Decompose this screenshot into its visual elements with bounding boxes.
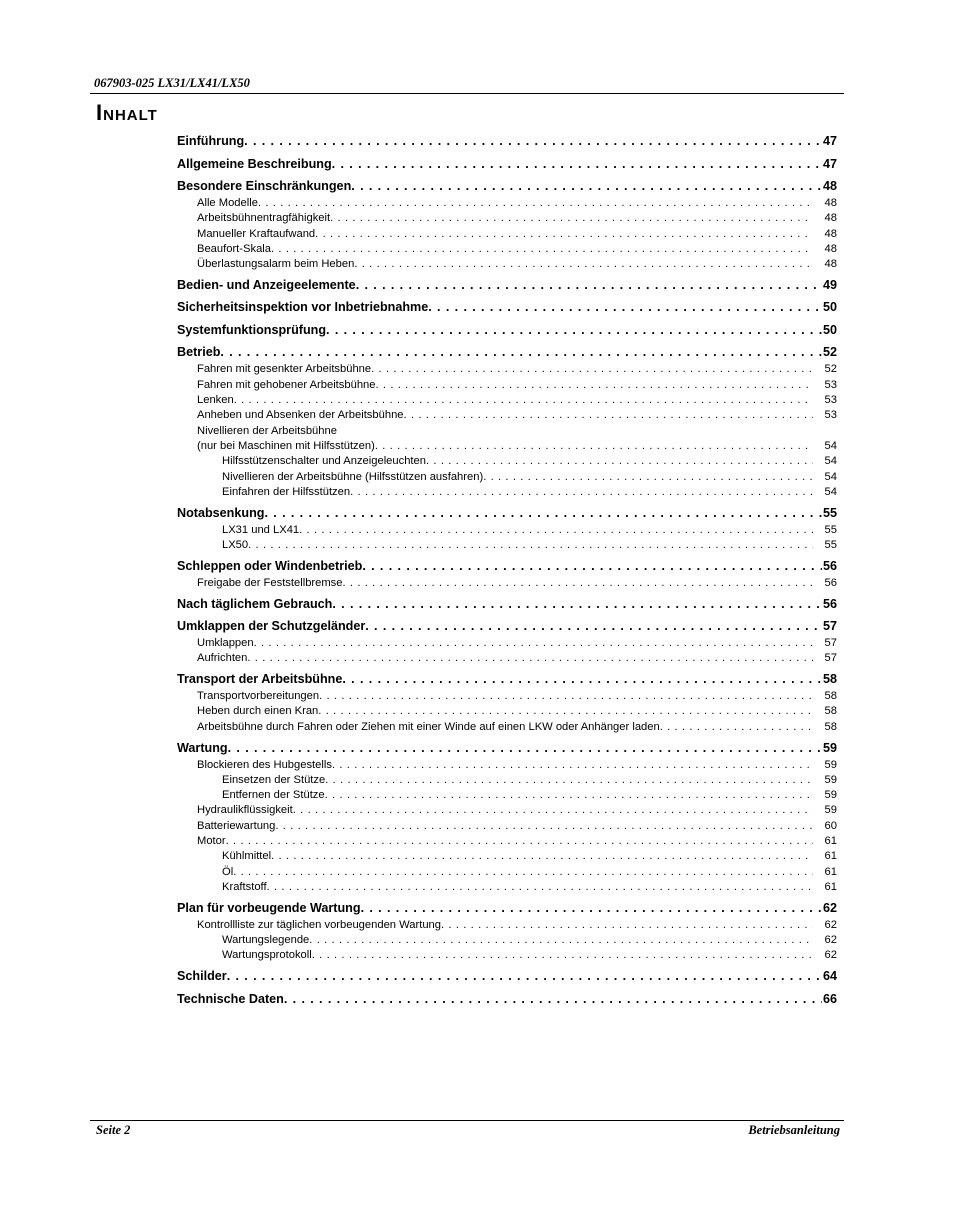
toc-leader-dots: [326, 321, 822, 340]
toc-entry[interactable]: [177, 523, 837, 538]
toc-entry-title: Einfahren der Hilfsstützen: [222, 485, 351, 498]
toc-entry-page: 59: [822, 740, 837, 755]
toc-entry-page: 50: [822, 322, 837, 337]
toc-entry[interactable]: [177, 257, 837, 272]
toc-entry-title: Manueller Kraftaufwand: [197, 227, 316, 240]
toc-entry-title: Überlastungsalarm beim Heben: [197, 258, 355, 271]
toc-entry[interactable]: [177, 849, 837, 864]
table-of-contents: [177, 132, 837, 1009]
toc-entry-title: Nivellieren der Arbeitsbühne: [197, 424, 337, 437]
toc-entry-page: 56: [824, 576, 837, 589]
toc-entry[interactable]: [177, 276, 837, 295]
toc-leader-dots: [244, 132, 822, 151]
toc-leader-dots: [267, 880, 813, 895]
toc-entry[interactable]: [177, 343, 837, 362]
toc-leader-dots: [350, 485, 813, 500]
toc-entry-page: 61: [824, 880, 837, 893]
toc-leader-dots: [247, 651, 813, 666]
toc-leader-dots: [254, 636, 813, 651]
page-title: [96, 100, 158, 126]
toc-entry[interactable]: [177, 227, 837, 242]
toc-entry[interactable]: [177, 967, 837, 986]
toc-entry[interactable]: [177, 636, 837, 651]
title-initial: I: [96, 100, 104, 125]
toc-entry[interactable]: [177, 393, 837, 408]
toc-entry-title: (nur bei Maschinen mit Hilfsstützen): [197, 439, 375, 452]
page-number: Seite 2: [96, 1123, 131, 1137]
toc-leader-dots: [271, 849, 813, 864]
toc-entry[interactable]: [177, 424, 837, 439]
footer-rule: [90, 1120, 844, 1121]
toc-entry-title: Freigabe der Feststellbremse: [197, 576, 343, 589]
toc-entry-title: Fahren mit gehobener Arbeitsbühne: [197, 378, 376, 391]
toc-entry-page: 53: [824, 409, 837, 422]
toc-entry-title: Blockieren des Hubgestells: [197, 758, 332, 771]
toc-leader-dots: [319, 689, 813, 704]
toc-entry-page: 55: [822, 505, 837, 520]
toc-entry-page: 47: [822, 156, 837, 171]
toc-entry-title: Anheben und Absenken der Arbeitsbühne: [197, 409, 404, 422]
toc-entry[interactable]: [177, 739, 837, 758]
toc-entry-page: 58: [824, 720, 837, 733]
toc-entry[interactable]: [177, 689, 837, 704]
toc-entry-page: 48: [824, 227, 837, 240]
toc-entry[interactable]: [177, 720, 837, 735]
toc-entry-title: Fahren mit gesenkter Arbeitsbühne: [197, 363, 372, 376]
toc-entry[interactable]: [177, 773, 837, 788]
toc-entry-page: 54: [824, 439, 837, 452]
toc-leader-dots: [309, 933, 813, 948]
toc-entry-page: 64: [822, 969, 837, 984]
toc-leader-dots: [220, 343, 822, 362]
toc-leader-dots: [233, 865, 813, 880]
toc-entry-page: 55: [824, 523, 837, 536]
toc-entry-title: Transport der Arbeitsbühne: [177, 672, 343, 687]
toc-leader-dots: [428, 298, 822, 317]
toc-entry-page: 55: [824, 538, 837, 551]
toc-leader-dots: [226, 834, 813, 849]
toc-entry-title: Wartung: [177, 740, 228, 755]
toc-entry-page: 54: [824, 485, 837, 498]
toc-leader-dots: [404, 408, 813, 423]
toc-entry-page: 58: [824, 690, 837, 703]
toc-entry[interactable]: [177, 408, 837, 423]
toc-entry-page: 66: [822, 991, 837, 1006]
toc-leader-dots: [343, 576, 814, 591]
toc-entry-page: 48: [824, 197, 837, 209]
toc-entry-page: 61: [824, 835, 837, 848]
toc-entry-title: Kraftstoff: [222, 880, 267, 893]
toc-entry-title: Allgemeine Beschreibung: [177, 156, 332, 171]
toc-entry-page: 48: [824, 242, 837, 255]
toc-entry-page: 57: [822, 619, 837, 634]
toc-leader-dots: [315, 227, 813, 242]
toc-entry[interactable]: [177, 504, 837, 523]
toc-entry-title: Wartungsprotokoll: [222, 949, 312, 962]
toc-entry-title: Schilder: [177, 969, 227, 984]
toc-entry[interactable]: [177, 576, 837, 591]
toc-entry[interactable]: [177, 990, 837, 1009]
toc-entry-page: 60: [824, 819, 837, 832]
toc-entry[interactable]: [177, 454, 837, 469]
toc-leader-dots: [354, 257, 813, 272]
toc-entry[interactable]: [177, 177, 837, 196]
toc-entry[interactable]: [177, 899, 837, 918]
toc-entry-title: Öl: [222, 865, 234, 878]
toc-entry-title: Betrieb: [177, 345, 221, 360]
toc-leader-dots: [356, 276, 822, 295]
toc-leader-dots: [299, 523, 813, 538]
toc-entry-title: Heben durch einen Kran: [197, 705, 319, 718]
toc-entry-page: 59: [824, 804, 837, 817]
toc-entry-title: Wartungslegende: [222, 934, 310, 946]
toc-entry-page: 54: [824, 470, 837, 483]
toc-entry[interactable]: [177, 834, 837, 849]
toc-entry[interactable]: [177, 132, 837, 151]
toc-leader-dots: [362, 557, 822, 576]
toc-entry-title: Hilfsstützenschalter und Anzeigeleuchten: [222, 455, 426, 468]
toc-entry-title: Aufrichten: [197, 652, 248, 665]
toc-leader-dots: [376, 378, 814, 393]
toc-leader-dots: [271, 242, 813, 257]
toc-entry[interactable]: [177, 378, 837, 393]
toc-entry-title: Kühlmittel: [222, 850, 272, 863]
toc-leader-dots: [365, 617, 822, 636]
toc-entry-page: 62: [824, 949, 837, 962]
toc-entry-page: 56: [822, 596, 837, 611]
toc-entry[interactable]: [177, 758, 837, 773]
toc-entry-title: Motor: [197, 835, 226, 848]
toc-entry[interactable]: [177, 439, 837, 454]
toc-entry-page: 53: [824, 378, 837, 391]
toc-leader-dots: [426, 454, 813, 469]
toc-entry-title: Besondere Einschränkungen: [177, 179, 352, 193]
toc-leader-dots: [275, 819, 813, 834]
toc-entry[interactable]: [177, 788, 837, 803]
toc-entry-page: 59: [824, 773, 837, 786]
toc-leader-dots: [293, 803, 813, 818]
toc-entry-title: Kontrollliste zur täglichen vorbeugenden Wartung: [197, 918, 441, 931]
toc-leader-dots: [361, 899, 822, 918]
toc-entry[interactable]: [177, 485, 837, 500]
toc-entry-page: 62: [824, 934, 837, 946]
toc-leader-dots: [330, 211, 813, 226]
toc-entry[interactable]: [177, 321, 837, 340]
toc-entry-title: Einführung: [177, 134, 245, 148]
toc-entry-title: Schleppen oder Windenbetrieb: [177, 558, 363, 573]
toc-entry-page: 52: [824, 363, 837, 376]
toc-entry-title: Umklappen: [197, 637, 254, 650]
toc-entry[interactable]: [177, 670, 837, 689]
toc-entry-page: 62: [822, 900, 837, 915]
toc-entry-title: Sicherheitsinspektion vor Inbetriebnahme: [177, 300, 429, 315]
toc-entry-title: Entfernen der Stütze: [222, 789, 325, 802]
toc-entry-page: 54: [824, 455, 837, 468]
toc-entry-title: LX50: [222, 538, 249, 551]
toc-entry[interactable]: [177, 595, 837, 614]
toc-leader-dots: [258, 196, 813, 211]
toc-entry[interactable]: [177, 880, 837, 895]
header-rule: [90, 93, 844, 94]
toc-leader-dots: [325, 788, 813, 803]
toc-entry-page: 48: [824, 212, 837, 225]
toc-entry-title: Arbeitsbühne durch Fahren oder Ziehen mit einer Winde auf einen LKW oder Anhänger laden: [197, 720, 660, 733]
toc-entry-title: Plan für vorbeugende Wartung: [177, 900, 361, 915]
toc-leader-dots: [284, 990, 822, 1009]
toc-entry-page: 49: [822, 277, 837, 292]
toc-leader-dots: [332, 595, 822, 614]
toc-entry-title: Transportvorbereitungen: [197, 690, 320, 703]
toc-entry[interactable]: [177, 819, 837, 834]
toc-entry[interactable]: [177, 362, 837, 377]
toc-entry[interactable]: [177, 704, 837, 719]
toc-entry-page: 53: [824, 394, 837, 407]
toc-leader-dots: [318, 704, 813, 719]
toc-entry[interactable]: [177, 298, 837, 317]
toc-entry-page: 50: [822, 300, 837, 315]
title-rest: nhalt: [103, 100, 158, 125]
toc-entry-title: Beaufort-Skala: [197, 242, 272, 255]
toc-entry-page: 56: [822, 558, 837, 573]
toc-leader-dots: [441, 918, 813, 933]
toc-entry[interactable]: [177, 155, 837, 174]
toc-entry-page: 52: [822, 345, 837, 360]
toc-entry-page: 48: [824, 258, 837, 271]
toc-entry[interactable]: [177, 933, 837, 948]
toc-entry-title: Systemfunktionsprüfung: [177, 322, 327, 337]
toc-entry[interactable]: [177, 865, 837, 880]
toc-leader-dots: [227, 967, 822, 986]
toc-entry-page: 47: [822, 134, 837, 148]
toc-entry-title: Nach täglichem Gebrauch: [177, 596, 333, 611]
toc-leader-dots: [332, 758, 813, 773]
toc-entry[interactable]: [177, 617, 837, 636]
toc-leader-dots: [234, 393, 813, 408]
toc-entry-title: Bedien- und Anzeigeelemente: [177, 277, 356, 292]
document-name: Betriebsanleitung: [748, 1123, 840, 1137]
toc-entry-title: Alle Modelle: [197, 197, 258, 209]
toc-leader-dots: [375, 439, 813, 454]
toc-leader-dots: [325, 773, 813, 788]
toc-entry-page: 58: [822, 672, 837, 687]
toc-entry[interactable]: [177, 918, 837, 933]
toc-entry-title: Technische Daten: [177, 991, 284, 1006]
toc-entry-title: Hydraulikflüssigkeit: [197, 804, 293, 817]
toc-leader-dots: [483, 470, 813, 485]
toc-entry[interactable]: [177, 538, 837, 553]
toc-entry[interactable]: [177, 196, 837, 211]
toc-entry-title: Nivellieren der Arbeitsbühne (Hilfsstützen ausfahren): [222, 470, 484, 483]
toc-entry[interactable]: [177, 557, 837, 576]
toc-entry-page: 57: [824, 652, 837, 665]
toc-entry-title: Einsetzen der Stütze: [222, 773, 326, 786]
toc-leader-dots: [342, 670, 822, 689]
toc-entry-page: 62: [824, 918, 837, 931]
toc-entry-page: 59: [824, 789, 837, 802]
toc-leader-dots: [228, 739, 822, 758]
toc-entry-page: 61: [824, 850, 837, 863]
document-header: 067903-025 LX31/LX41/LX50: [94, 76, 250, 90]
toc-entry[interactable]: [177, 803, 837, 818]
toc-entry[interactable]: [177, 470, 837, 485]
toc-leader-dots: [660, 720, 813, 735]
toc-entry-title: Lenken: [197, 394, 234, 407]
toc-leader-dots: [248, 538, 813, 553]
toc-entry-title: Umklappen der Schutzgeländer: [177, 619, 366, 634]
toc-entry-title: LX31 und LX41: [222, 523, 300, 536]
toc-entry[interactable]: [177, 651, 837, 666]
toc-entry-page: 48: [822, 179, 837, 193]
toc-entry-title: Batteriewartung: [197, 819, 276, 832]
toc-leader-dots: [312, 948, 813, 963]
toc-leader-dots: [351, 177, 822, 196]
toc-entry-title: Arbeitsbühnentragfähigkeit: [197, 212, 331, 225]
toc-entry-page: 61: [824, 865, 837, 878]
toc-entry-title: Notabsenkung: [177, 505, 265, 520]
toc-entry-page: 57: [824, 637, 837, 650]
toc-leader-dots: [371, 362, 813, 377]
toc-entry[interactable]: [177, 211, 837, 226]
toc-entry[interactable]: [177, 242, 837, 257]
toc-entry-page: 59: [824, 758, 837, 771]
toc-leader-dots: [332, 155, 822, 174]
toc-leader-dots: [264, 504, 822, 523]
toc-entry-page: 58: [824, 705, 837, 718]
toc-entry[interactable]: [177, 948, 837, 963]
